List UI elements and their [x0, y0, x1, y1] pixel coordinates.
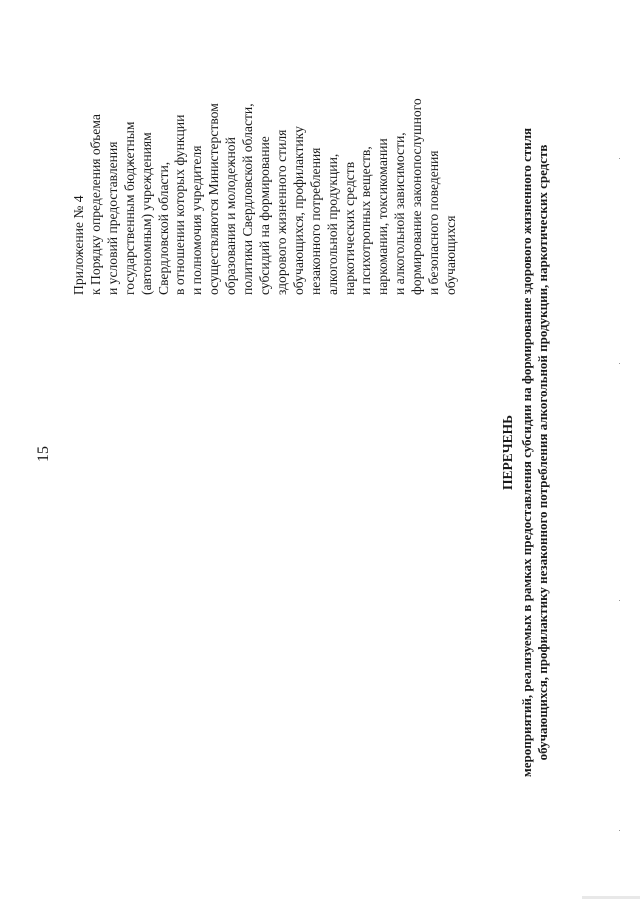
- list-title-block: [500, 0, 552, 905]
- scan-speck: [619, 158, 620, 159]
- appendix-line: Свердловской области,: [155, 161, 171, 295]
- appendix-line: здорового жизненного стиля: [273, 129, 289, 295]
- appendix-line: субсидий на формирование: [256, 136, 272, 295]
- appendix-line: обучающихся: [442, 215, 458, 295]
- appendix-block: [71, 98, 460, 295]
- scan-speck: [619, 363, 620, 364]
- appendix-line: и условий предоставления: [104, 141, 120, 295]
- appendix-line: и безопасного поведения: [426, 150, 442, 295]
- appendix-line: политики Свердловской области,: [240, 103, 256, 295]
- appendix-line: Приложение № 4: [71, 195, 86, 295]
- appendix-line: (автономным) учреждениям: [138, 132, 154, 295]
- scan-speck: [619, 830, 620, 831]
- appendix-line: в отношении которых функции: [172, 114, 188, 295]
- scan-speck: [619, 600, 620, 601]
- appendix-line: алкогольной продукции,: [324, 153, 340, 295]
- list-subtitle-line-1: мероприятий, реализуемых в рамках предоставления субсидии на формирование здорового жизненного стиля: [518, 127, 534, 778]
- appendix-line: и психотропных веществ,: [358, 146, 374, 295]
- appendix-line: осуществляются Министерством: [206, 103, 222, 295]
- appendix-line: обучающихся, профилактику: [290, 126, 306, 295]
- list-heading: ПЕРЕЧЕНЬ: [500, 414, 515, 491]
- appendix-line: и полномочия учредителя: [189, 145, 205, 295]
- appendix-line: формирование законопослушного: [409, 98, 425, 295]
- appendix-line: образования и молодежной: [223, 137, 239, 295]
- appendix-line: государственным бюджетным: [121, 121, 137, 295]
- scan-edge-mark: [582, 896, 640, 899]
- appendix-line: наркомании, токсикомании: [375, 138, 391, 295]
- list-subtitle-line-2: обучающихся, профилактику незаконного потребления алкогольной продукции, наркотических средств: [535, 144, 550, 761]
- appendix-line: наркотических средств: [341, 161, 357, 295]
- appendix-line: к Порядку определения объема: [87, 114, 103, 295]
- appendix-line: незаконного потребления: [307, 147, 323, 295]
- appendix-line: и алкогольной зависимости,: [392, 132, 408, 295]
- page-number: 15: [35, 446, 52, 462]
